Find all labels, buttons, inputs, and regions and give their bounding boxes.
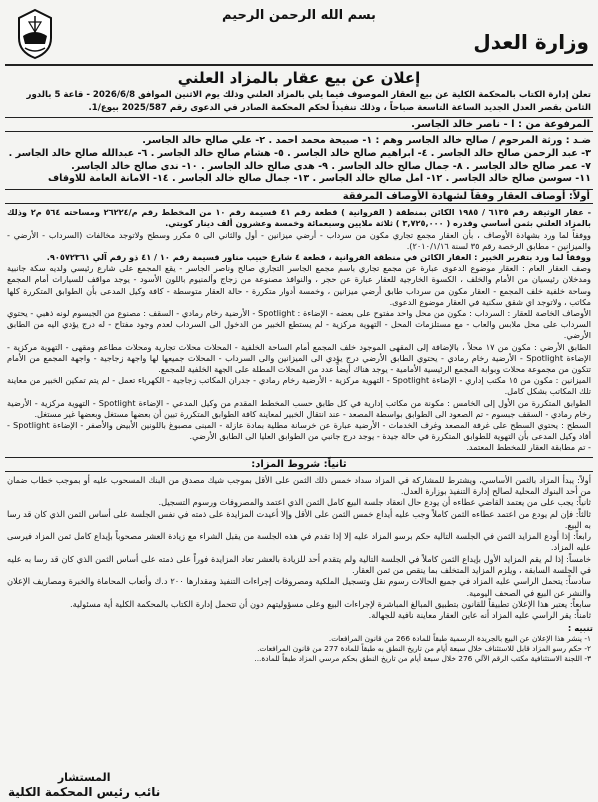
term-item: أولاً: يبدأ المزاد بالثمن الأساسي، ويشترط للمشاركة في المزاد سداد خمس ذلك الثمن على الأقل بموجب شيك مصدق من البنك المسحوب عليه أو بموجب خطاب ضمان من أحد البنوك المحلية لصالح إدارة التنفيذ بوزارة العدل. [7,474,591,496]
term-item: ثانياً: يجب على من يعتمد القاضي عطاءه أن يودع حال انعقاد جلسة البيع كامل الثمن الذي اعتمد والمصروفات ورسوم التسجيل. [158,497,591,508]
defendants-line: ١١- سوسن صالح خالد الجاسر . ١٢- امل صالح خالد الجاسر . ١٣- جمال صالح خالد الجاسر . ١٤- الامانة العامة للاوقاف [47,173,591,185]
property-summary: - عقار الوثيقة رقم ٦١٣٥ / ١٩٨٥ الكائن بمنطقة ( الفروانية ) قطعة رقم ٤١ قسيمة رقم ١٠ من المخطط رقم م/٢٦٢٢٤ ومساحته ٥٦٤ م٢ وذلك بالمزاد العلني بثمن أساسي وقدره ( ٣,٧٢٥,٠٠٠ ) ثلاثة ملايين وسبعمائة وخمسة وعشرون ألف دينار كويتي. [7,207,591,229]
notes-block [131,634,591,665]
notes-title: تنبيه : [567,623,593,634]
section2-heading: ثانياً: شروط المزاد: [5,457,593,472]
note-item: ٣- اللجنة الاستئنافية مكتب الرقم الآلي 276 خلال سبعة أيام من تاريخ النطق بحكم مرسي المزاد طبقاً للمادة... [254,654,591,664]
page-title: إعلان عن بيع عقار بالمزاد العلني [177,69,421,87]
plaintiff-line: المرفوعة من : ا - ناصر خالد الجاسر. [5,117,593,132]
header [5,4,593,66]
expert-report: ووفقاً لما ورد بتقرير الخبير : العقار الكائن في منطقة الفروانية ، قطعة ٤ شارع حبيب مناور قسيمة رقم ١٠ / ٤١ ذو رقم آلي ٩٠٥٧٢٣٦١. [46,252,591,262]
section1-body [7,207,591,453]
intro-paragraph: تعلن إدارة الكتاب بالمحكمة الكلية عن بيع العقار الموصوف فيما يلي بالمزاد العلني وذلك يوم الاثنين الموافق 2026/6/8 - قاعة 5 بالدور الثامن بقصر العدل الجديد الساعة التاسعة صباحاً ، وذلك تنفيذاً لحكم المحكمة الصادر في الدعوى رقم 2025/587 بيوع/1. [26,90,591,113]
defendants-block [7,135,591,186]
roof-description: السطح : يحتوي السطح على غرفة المصعد وغرف الخدمات - الأرضية عبارة عن خرسانة مطلية بمادة عازلة - المبنى مصبوغ باللونين الأبيض والأصفر - الإضاءة Spotlight - أفاد وكيل المدعى بأن التهوية للطوابق المتكررة في حالة جيدة - يوجد درج جانبي من الطوابق العليا الى الطابق الأرضي. [7,420,591,442]
term-item: سابعاً: يعتبر هذا الإعلان تطبيقاً للقانون بتطبيق المبالغ المباشرة لإجراءات البيع وعلى مسؤوليتهم دون أن تتحمل إدارة الكتاب بالمحكمة الكلية أية مسئولية. [70,598,591,609]
certificate-description: ووفقاً لما ورد بشهادة الأوصاف ، بأن العقار مجمع تجاري مكون من سرداب - أرضي ميزانين - أول والثاني الى ٥ مكرر وسطح ولاتوجد مخالفات (السرداب - الأرضي - والميزانين - مطابق الرخصة رقم ٣٥ لسنة ٢٠١٠/١/١٦). [7,229,591,251]
auction-terms [7,475,591,622]
signature-title: المستشار [57,771,111,784]
term-item: ثامناً: يقر الراسي عليه المزاد أنه عاين العقار معاينة نافية للجهالة. [368,610,591,621]
typical-floors-description: الطوابق المتكررة من الأول إلى الخامس : مكونة من مكاتب إدارية في كل طابق حسب المخطط المقدم من وكيل المدعي - الإضاءة Spotlight - التهوية مركزية - الأرضية رخام رمادي - السقف جبسوم - تم الصعود الى الطوابق بواسطة المصعد - عند انتقال الخبير لمعاينة كافة الطوابق المتكررة تبين أن بعضها مستغل وبعضها غير مستغل. [7,397,592,419]
defendants-line: ضـد : ورثة المرحوم / صالح خالد الجاسر وهم : ١- صبيحة محمد احمد . ٢- علي صالح خالد الجاسر. [142,135,591,146]
term-item: خامساً: إذا لم يقم المزايد الأول بإيداع الثمن كاملاً في الجلسة التالية ولم يتقدم أحد للزيادة بالعشر تعاد المزايدة فوراً على ذمته على أساس الثمن الذي كان قد رسا به عليه في الجلسة السابقة ، ويلزم المزايد المتخلف بما ينقص من ثمن العقار. [7,553,591,576]
signature-position: نائب رئيس المحكمة الكلية [8,785,161,799]
term-item: سادساً: يتحمل الراسي عليه المزاد في جميع الحالات رسوم نقل وتسجيل الملكية ومصروفات إجراءات التنفيذ ومقدارها ٢٠٠ د.ك وأتعاب المحاماة والخبرة ومصاريف الإعلان والنشر عن البيع في الصحف اليومية. [7,576,592,598]
general-description: وصف العقار العام : العقار موضوع الدعوى عبارة عن مجمع تجاري باسم مجمع الجاسر التجاري صالح وناصر الجاسر - يقع المجمع على شارع رئيسي ولديه سكة جانبية ومدخلان رئيسيان من الأمام والخلف ، الكسوة الخارجية للعقار عبارة عن حجر ، والنوافذ مصنوعة من زجاج وألمنيوم باللون الأسود - يوجد مواقف للسيارات أمام المجمع وساحة خلفية خلف المجمع - العقار مكون من سرداب طابق أرضي ميزانين ، وخمسة أدوار متكررة - حالة العقار متوسطة - كافة وكيل المدعى بأن الطوابق المتكررة كلها مكاتب ، ولاتوجد اي شقق سكنية في العقار موضوع الدعوى. [7,263,591,307]
term-item: رابعاً: إذا أودع المزايد الثمن في الجلسة التالية حكم برسو المزاد عليه إلا إذا تقدم في هذه الجلسة من يقبل الشراء مع زيادة العشر مصحوباً بإيداع كامل ثمن المزاد فيرسى عليه المزاد. [7,531,591,553]
ground-floor-description: الطابق الأرضي : مكون من ١٧ محلاً ، بالإضافة إلى المقهى الموجود خلف المجمع أمام الساحة الخلفية - المحلات محلات تجارية ومحلات مطاعم ومقهى - التهوية مركزية - الإضاءة Spotlight - الأرضية رخام رمادي - يحتوي الطابق الأرضي درج يؤدي الى الميزانين والى السرداب - المحلات جميعها لها واجهة زجاجية - واجهة المجمع من الأمام تتكون من مجموعة محلات وبوابة المجمع الرئيسية الأمامية - يوجد هناك أيضاً عدد من المحلات المطلة على الجهة الخلفية للمجمع. [7,341,591,375]
note-item: ١- ينشر هذا الإعلان عن البيع بالجريدة الرسمية طبقاً للمادة 266 من قانون المرافعات. [328,633,591,643]
ministry-name: وزارة العدل [473,30,589,54]
basement-description: الأوصاف الخاصة للعقار : السرداب : مكون من محل واحد مفتوح على بعضه - الإضاءة : Spotlight - الأرضية رخام رمادي - السقف : مصنوع من الجبسوم لونه ذهبي - يحتوي السرداب على محل ملابس والعاب - مع مستلزمات المحل - التهوية مركزية - لم يستطع الخبير من الدخول الى السرداب لعدم وجود مفتاح - له درج يؤدي اليه من الطابق الأرضي. [7,308,591,341]
note-item: ٢- حكم رسو المزاد قابل للاستئناف خلال سبعة أيام من تاريخ النطق به طبقاً للمادة 277 من قانون المرافعات. [257,643,591,653]
defendants-line: ٣- عبد الرحمن صالح خالد الجاسر . ٤- ابراهيم صالح خالد الجاسر . ٥- هشام صالح خالد الجاسر . ٦- عبدالله صالح خالد الجاسر . [8,147,591,159]
defendants-line: ٧- عمر صالح خالد الجاسر . ٨- جمال صالح خالد الجاسر . ٩- هدى صالح خالد الجاسر . ١٠- ندى صالح خالد الجاسر. [71,160,591,172]
kuwait-emblem-icon [15,8,55,60]
plan-match-note: - تم مطابقة العقار للمخطط المعتمد. [466,442,591,453]
signature-block [8,771,160,799]
mezzanine-description: الميزانين : مكون من ١٥ مكتب إداري - الإضاءة Spotlight - التهوية مركزية - الأرضية رخام رمادي - جدران المكاتب زجاجية - الكهرباء تعمل - لم يتم تمكين الخبير من معاينة تلك المكاتب بشكل كامل. [7,375,591,397]
bismillah: بسم الله الرحمن الرحيم [222,8,376,23]
section1-heading: أولاً: أوصاف العقار وفقاً لشهادة الأوصاف المرفقة [5,189,593,204]
term-item: ثالثاً: فإن لم يودع من اعتمد عطاءه الثمن كاملاً وجب عليه أيداع خمس الثمن على الأقل وإلا أعيدت المزايدة على ذمته في نفس الجلسة على أساس الثمن الذي كان قد رسا به البيع. [7,508,591,530]
